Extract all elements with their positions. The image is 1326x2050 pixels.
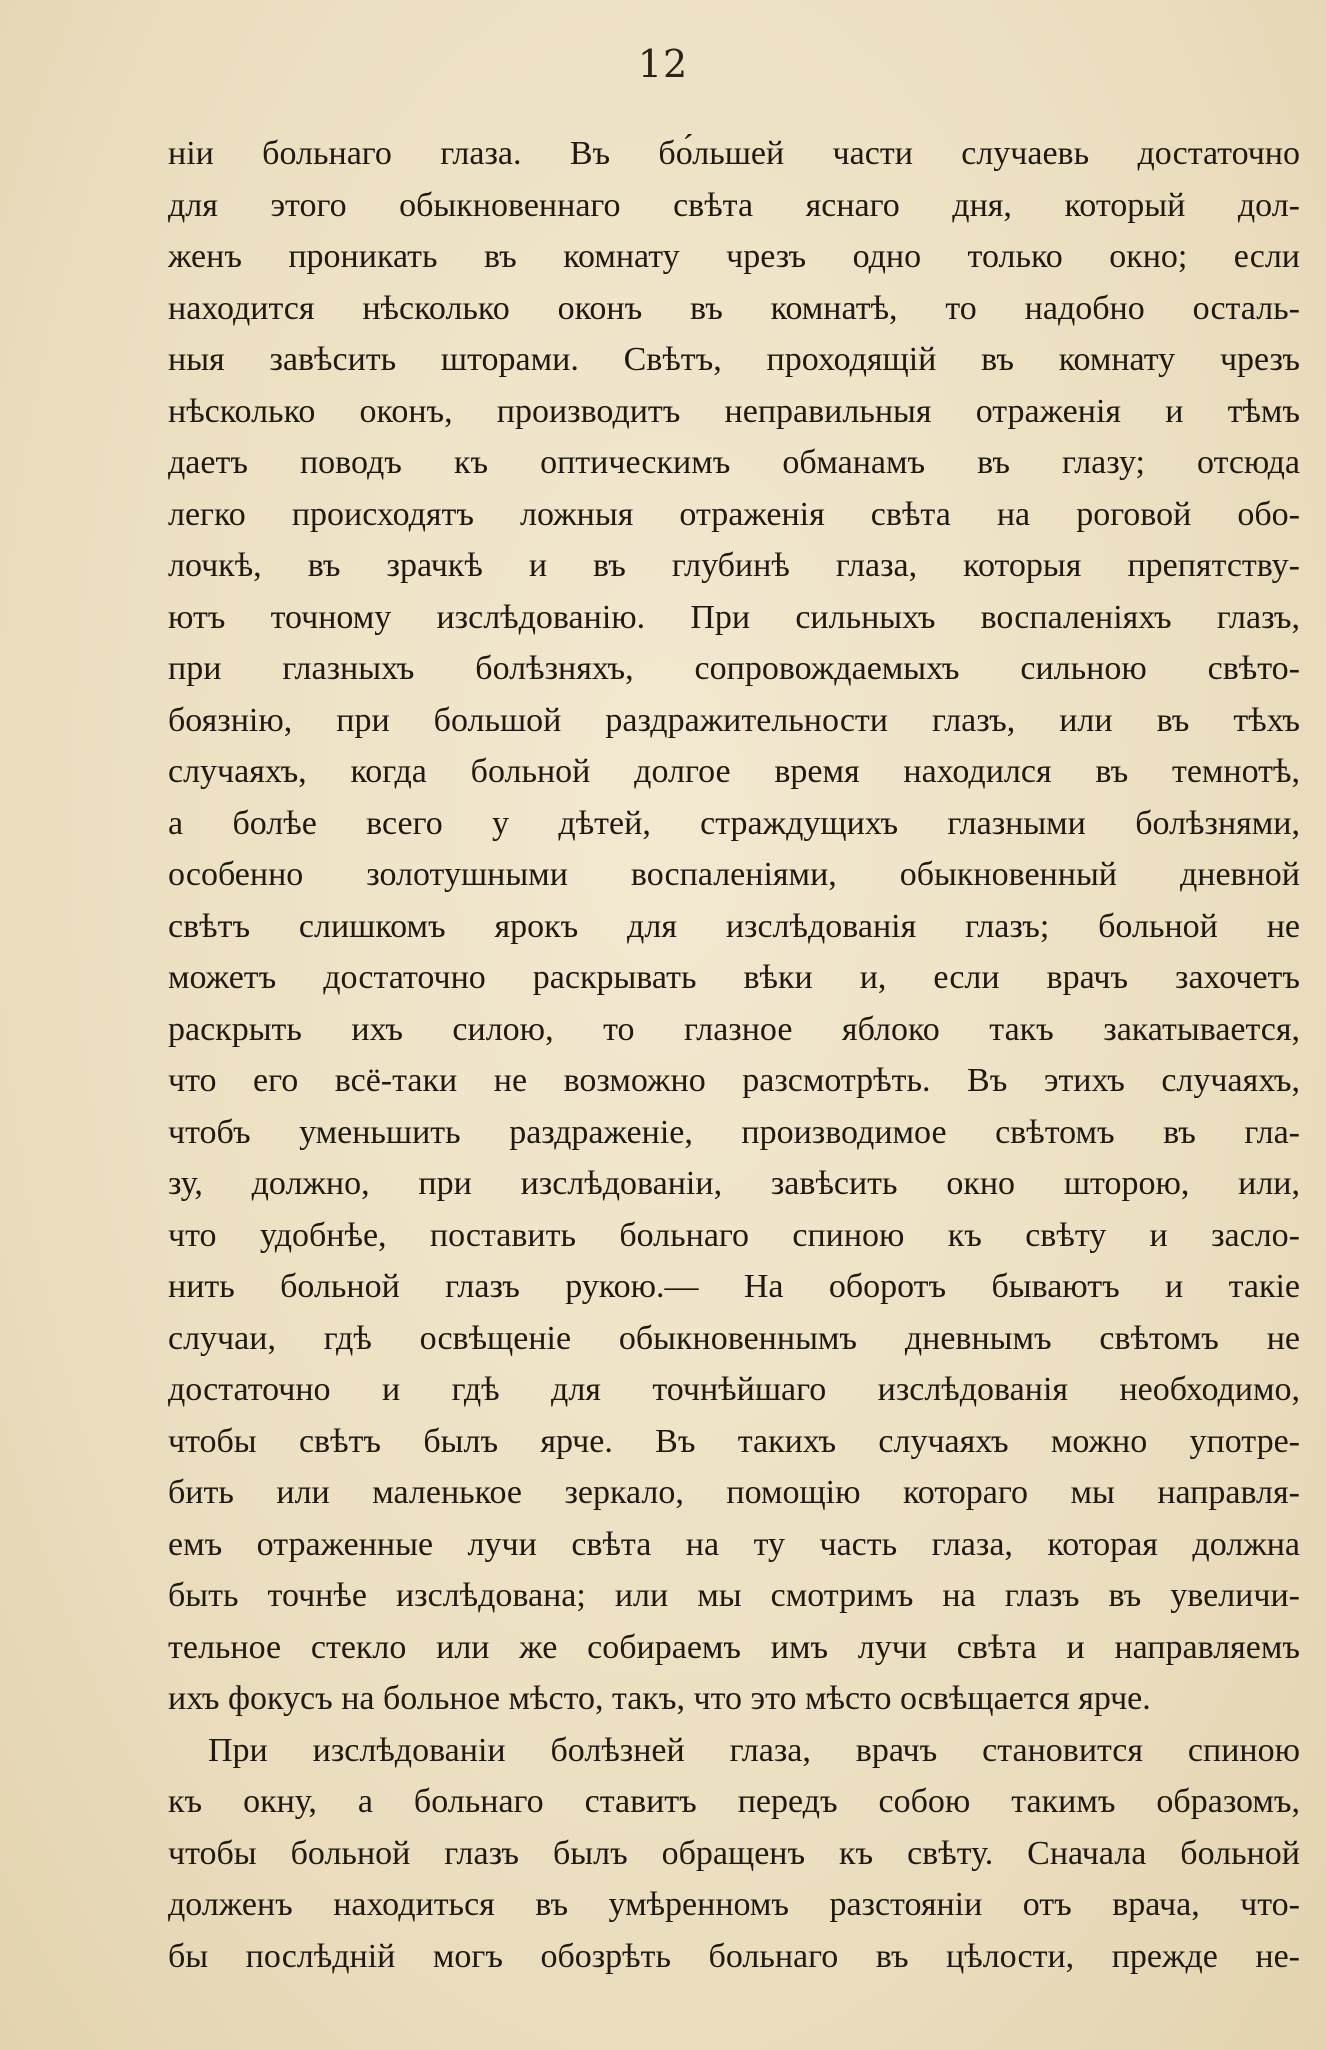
text-line: чтобъ уменьшить раздраженiе, производимое свѣтомъ въ гла- [168,1113,1300,1151]
body-text [168,128,1300,1982]
page-number: 12 [637,42,689,86]
text-line: находится нѣсколько оконъ въ комнатѣ, то надобно осталь- [168,289,1300,327]
text-line: бить или маленькое зеркало, помощiю котораго мы направля- [168,1474,1300,1511]
text-line: чтобы свѣтъ былъ ярче. Въ такихъ случаяхъ можно употре- [168,1422,1300,1460]
text-line: емъ отраженные лучи свѣта на ту часть глаза, которая должна [168,1525,1300,1563]
text-line: нiи больнаго глаза. Въ бо́льшей части случаевь достаточно [168,135,1300,172]
text-line: достаточно и гдѣ для точнѣйшаго изслѣдованiя необходимо, [168,1371,1300,1408]
text-line: что его всё-таки не возможно разсмотрѣть. Въ этихъ случаяхъ, [168,1062,1300,1099]
text-line: зу, должно, при изслѣдованiи, завѣсить окно шторою, или, [168,1165,1300,1202]
text-line: раскрыть ихъ силою, то глазное яблоко такъ закатывается, [168,1010,1300,1048]
text-line: быть точнѣе изслѣдована; или мы смотримъ на глазъ въ увеличи- [168,1577,1300,1614]
text-line: ныя завѣсить шторами. Свѣтъ, проходящiй въ комнату чрезъ [168,341,1300,378]
text-line: къ окну, а больнаго ставитъ передъ собою такимъ образомъ, [168,1783,1300,1820]
text-line: легко происходятъ ложныя отраженiя свѣта на роговой обо- [168,495,1300,533]
text-line: женъ проникать въ комнату чрезъ одно только окно; если [168,238,1300,275]
text-line: случаяхъ, когда больной долгое время находился въ темнотѣ, [168,753,1300,790]
text-line: свѣтъ слишкомъ ярокъ для изслѣдованiя глазъ; больной не [168,907,1300,945]
text-line: ютъ точному изслѣдованiю. При сильныхъ воспаленiяхъ глазъ, [168,598,1300,636]
text-line: нить больной глазъ рукою.— На оборотъ бываютъ и такiе [168,1268,1300,1305]
paragraph-end-line: ихъ фокусъ на больное мѣсто, такъ, что это мѣсто освѣщается ярче. [168,1680,1151,1717]
text-line: даетъ поводъ къ оптическимъ обманамъ въ глазу; отсюда [168,444,1300,481]
text-line: бы послѣднiй могъ обозрѣть больнаго въ цѣлости, прежде не- [168,1937,1300,1975]
text-line: можетъ достаточно раскрывать вѣки и, если врачъ захочетъ [168,959,1300,996]
paragraph-start-line: При изслѣдованiи болѣзней глаза, врачъ становится спиною [208,1731,1300,1769]
text-line: а болѣе всего у дѣтей, страждущихъ глазными болѣзнями, [168,804,1300,842]
text-line: лочкѣ, въ зрачкѣ и въ глубинѣ глаза, которыя препятству- [168,547,1300,584]
text-line: случаи, гдѣ освѣщенiе обыкновеннымъ дневнымъ свѣтомъ не [168,1319,1300,1357]
text-line: долженъ находиться въ умѣренномъ разстоянiи отъ врача, что- [168,1886,1300,1923]
text-line: особенно золотушными воспаленiями, обыкновенный дневной [168,856,1300,893]
text-line: для этого обыкновеннаго свѣта яснаго дня, который дол- [168,186,1300,224]
text-line: тельное стекло или же собираемъ имъ лучи свѣта и направляемъ [168,1628,1300,1666]
text-line: нѣсколько оконъ, производитъ неправильныя отраженiя и тѣмъ [168,392,1300,430]
text-line: чтобы больной глазъ былъ обращенъ къ свѣту. Сначала больной [168,1834,1300,1872]
text-line: боязнiю, при большой раздражительности глазъ, или въ тѣхъ [168,701,1300,739]
text-line: что удобнѣе, поставить больнаго спиною къ свѣту и засло- [168,1216,1300,1254]
text-line: при глазныхъ болѣзняхъ, сопровождаемыхъ сильною свѣто- [168,650,1300,687]
